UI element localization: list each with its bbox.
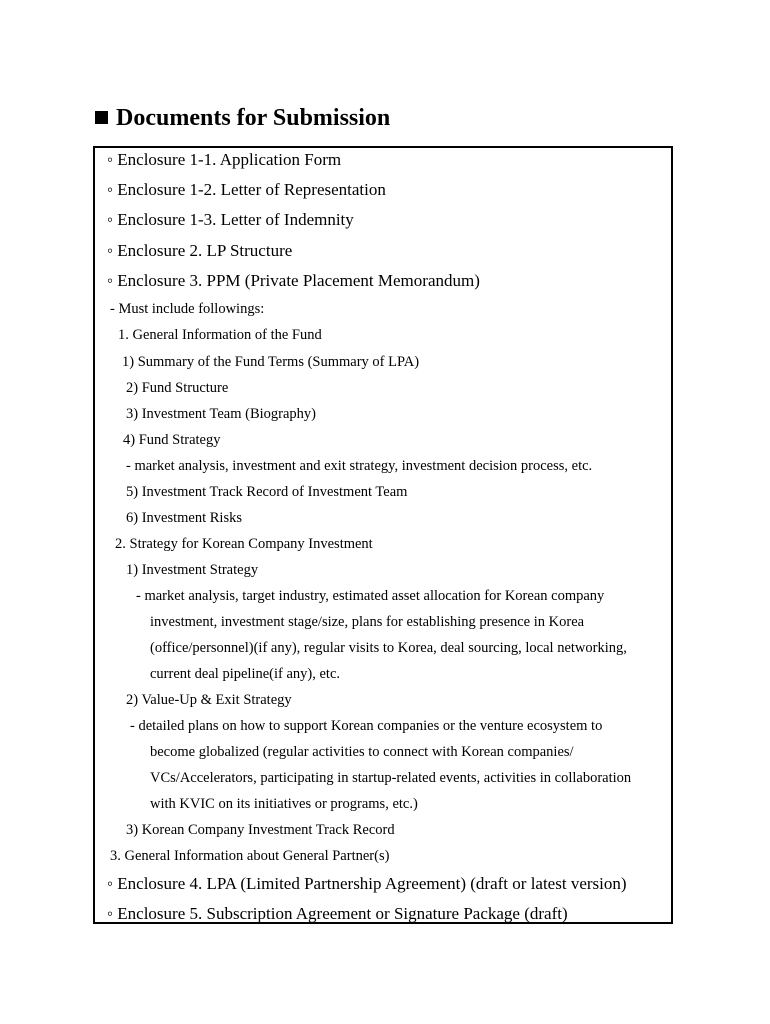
ppm-item-2-1-detail: - market analysis, target industry, estimated asset allocation for Korean company <box>136 588 605 604</box>
enclosure-1-2: ◦ Enclosure 1-2. Letter of Representation <box>107 180 386 199</box>
ppm-item-1-2: 2) Fund Structure <box>126 380 229 396</box>
ppm-item-2-1-detail-cont: current deal pipeline(if any), etc. <box>150 666 341 682</box>
enclosure-5: ◦ Enclosure 5. Subscription Agreement or Signature Package (draft) <box>107 904 568 923</box>
ppm-item-2-2-detail-cont: with KVIC on its initiatives or programs, etc.) <box>150 796 418 812</box>
ppm-item-2-2-detail-cont: become globalized (regular activities to connect with Korean companies/ <box>150 744 574 760</box>
ppm-section-2: 2. Strategy for Korean Company Investment <box>115 536 373 552</box>
ppm-item-2-1-detail-cont: investment, investment stage/size, plans for establishing presence in Korea <box>150 614 585 630</box>
ppm-item-1-4-detail: - market analysis, investment and exit strategy, investment decision process, etc. <box>126 458 593 474</box>
section-heading-title: Documents for Submission <box>116 105 391 131</box>
ppm-intro-line: - Must include followings: <box>110 301 265 317</box>
enclosure-2: ◦ Enclosure 2. LP Structure <box>107 241 293 260</box>
ppm-item-2-1-detail-cont: (office/personnel)(if any), regular visits to Korea, deal sourcing, local networking, <box>150 640 627 656</box>
ppm-item-1-4: 4) Fund Strategy <box>123 432 221 448</box>
ppm-item-2-2: 2) Value-Up & Exit Strategy <box>126 692 292 708</box>
ppm-item-1-1: 1) Summary of the Fund Terms (Summary of LPA) <box>122 354 420 370</box>
enclosure-3: ◦ Enclosure 3. PPM (Private Placement Memorandum) <box>107 271 480 290</box>
ppm-section-3: 3. General Information about General Partner(s) <box>110 848 390 864</box>
ppm-item-1-6: 6) Investment Risks <box>126 510 242 526</box>
ppm-item-2-2-detail-cont: VCs/Accelerators, participating in startup-related events, activities in collaboration <box>150 770 632 786</box>
enclosure-1-3: ◦ Enclosure 1-3. Letter of Indemnity <box>107 210 354 229</box>
enclosure-1-1: ◦ Enclosure 1-1. Application Form <box>107 150 342 169</box>
ppm-item-2-3: 3) Korean Company Investment Track Record <box>126 822 395 838</box>
ppm-item-1-3: 3) Investment Team (Biography) <box>126 406 316 422</box>
enclosure-4: ◦ Enclosure 4. LPA (Limited Partnership Agreement) (draft or latest version) <box>107 874 627 893</box>
black-square-icon <box>95 111 108 124</box>
ppm-item-2-1: 1) Investment Strategy <box>126 562 259 578</box>
ppm-item-1-5: 5) Investment Track Record of Investment Team <box>126 484 408 500</box>
section-heading <box>95 102 390 134</box>
ppm-section-1: 1. General Information of the Fund <box>118 327 322 343</box>
ppm-item-2-2-detail: - detailed plans on how to support Korean companies or the venture ecosystem to <box>130 718 603 734</box>
